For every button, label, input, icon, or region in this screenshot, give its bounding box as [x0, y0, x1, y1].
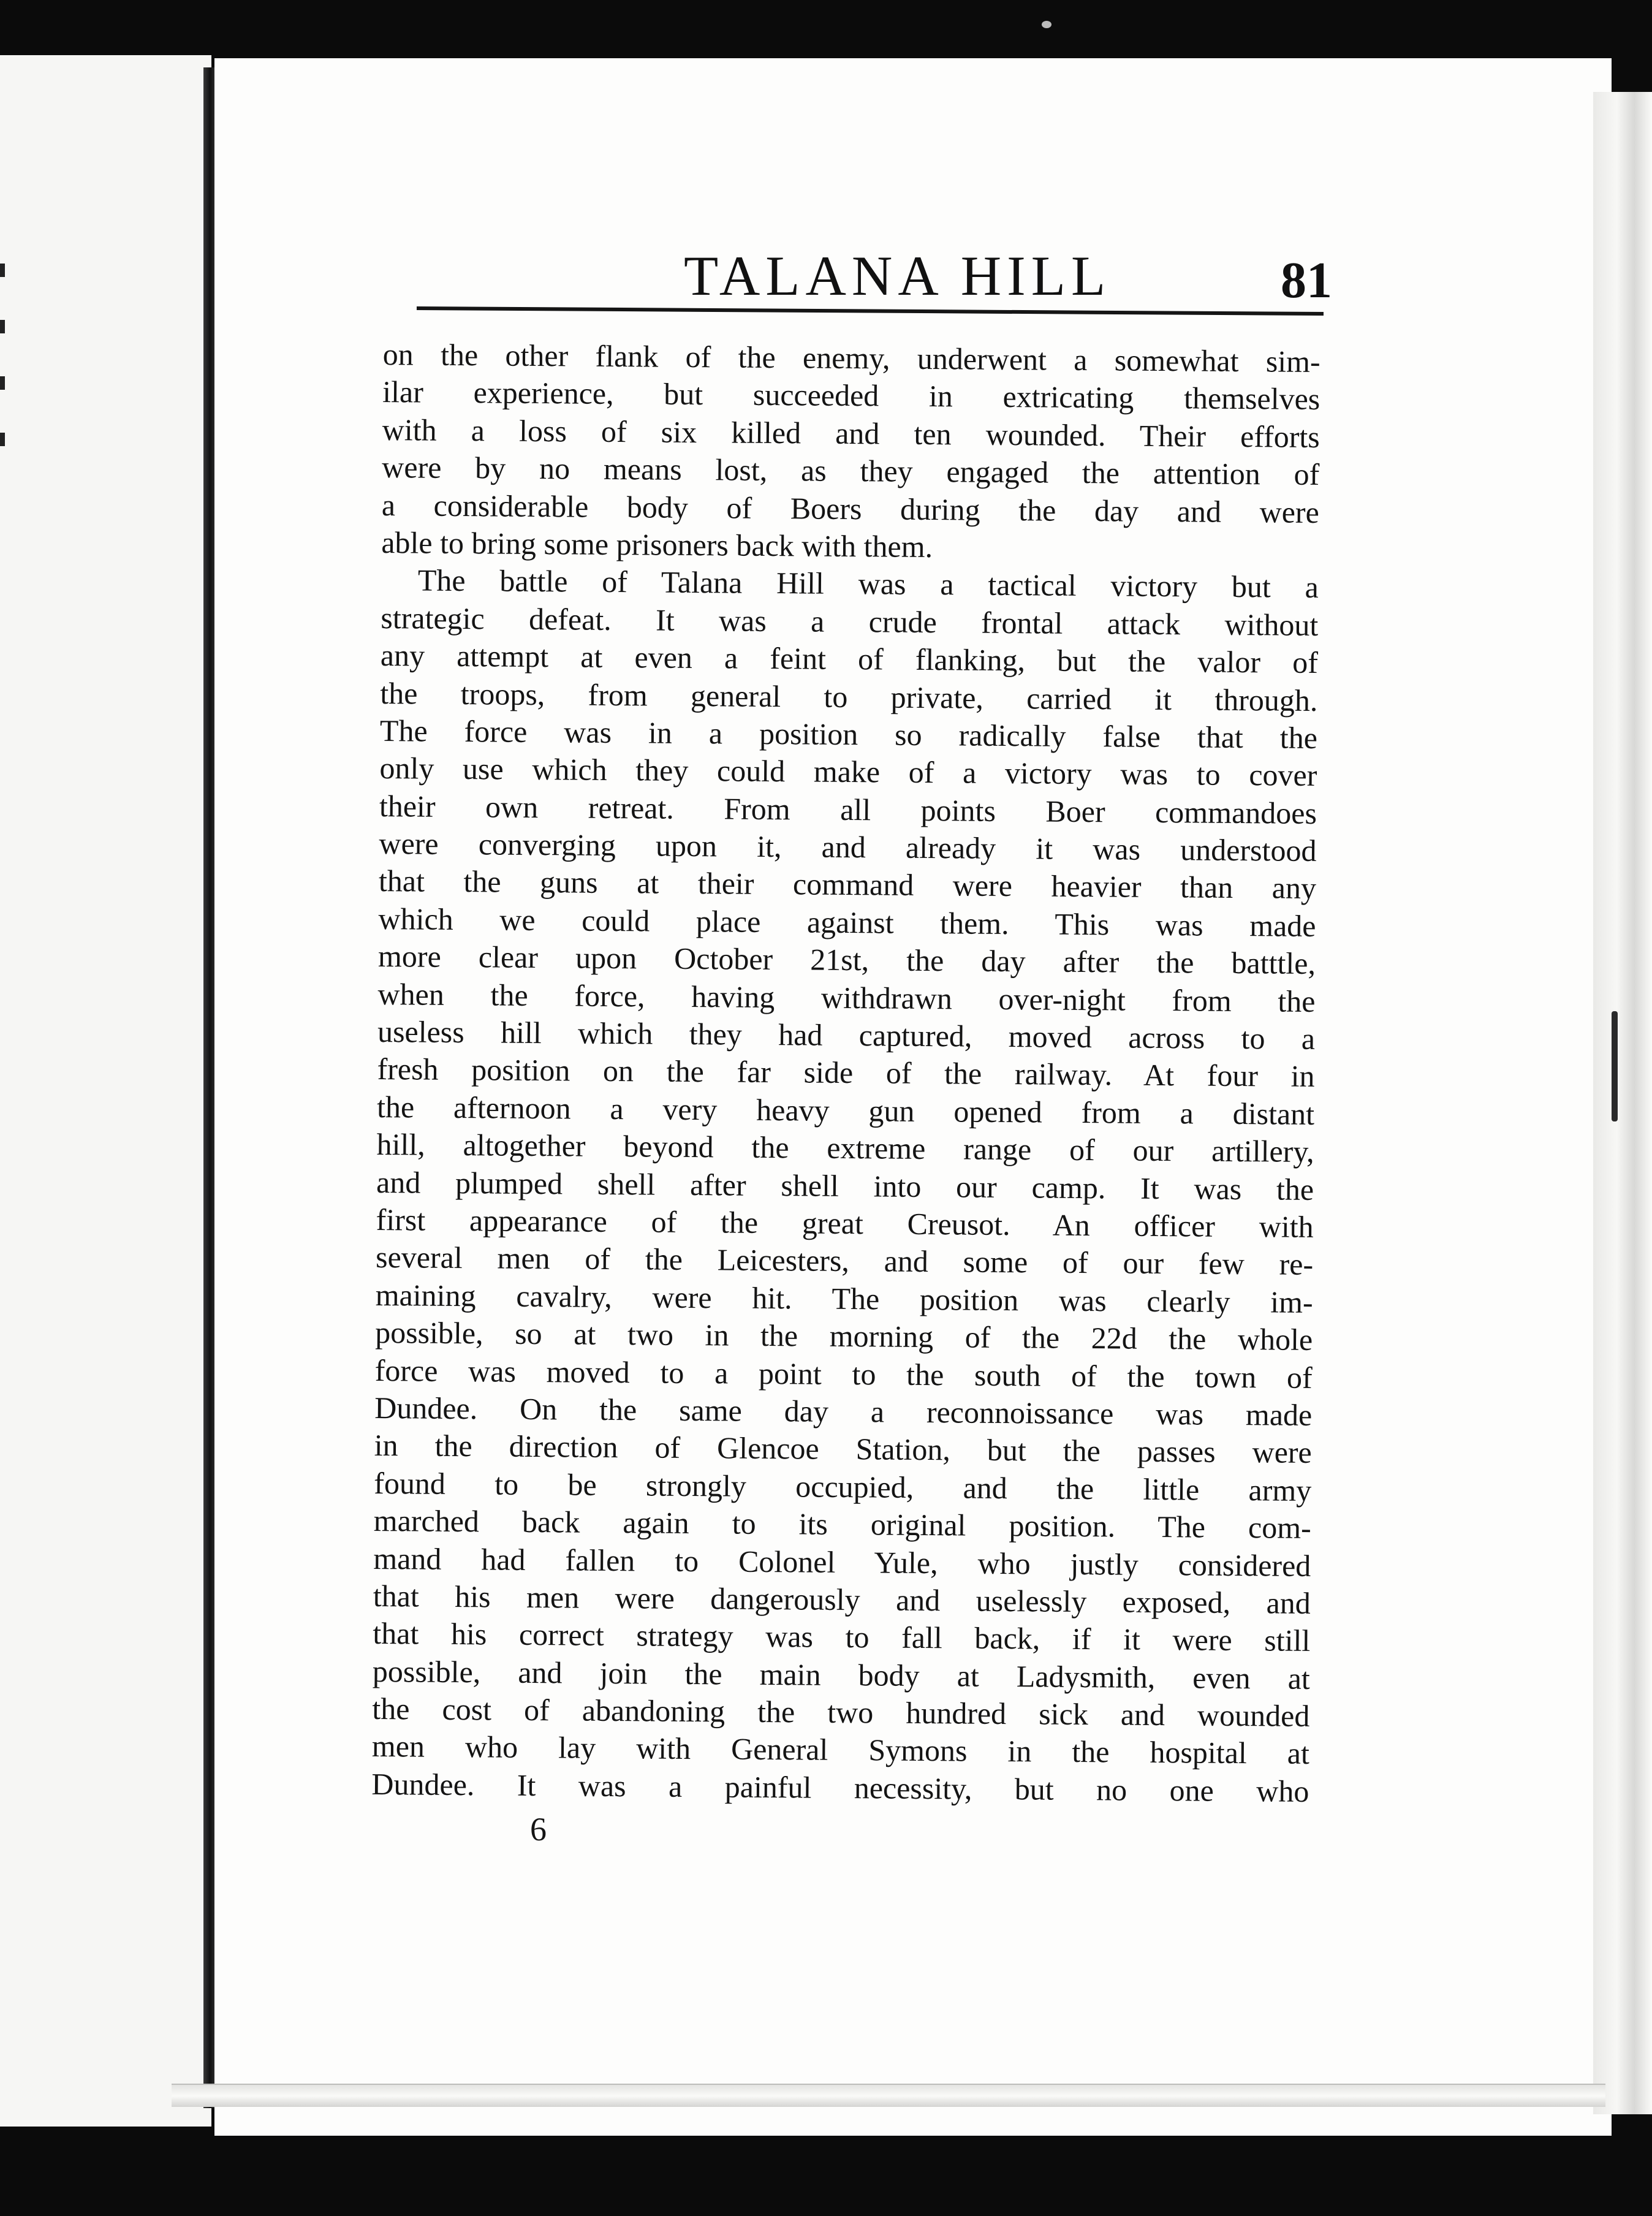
text-line: ilar experience, but succeeded in extricating themselves: [382, 374, 1320, 417]
text-line: able to bring some prisoners back with them.: [381, 525, 933, 564]
text-line: several men of the Leicesters, and some of our few re-: [375, 1240, 1314, 1282]
text-line: a considerable body of Boers during the day and were: [381, 487, 1320, 529]
text-fragment: [0, 320, 5, 333]
text-line: were by no means lost, as they engaged the attention of: [382, 450, 1320, 492]
text-fragment: [0, 433, 5, 446]
text-line: marched back again to its original position. The com-: [373, 1503, 1311, 1546]
page-bottom-edge: [172, 2084, 1605, 2107]
text-line: any attempt at even a feint of flanking, but the valor of: [380, 638, 1319, 680]
text-line: that his men were dangerously and uselessly exposed, and: [373, 1578, 1311, 1620]
text-line: Dundee. On the same day a reconnoissance was made: [374, 1390, 1313, 1432]
running-title: TALANA HILL: [684, 245, 1112, 307]
text-line: their own retreat. From all points Boer commandoes: [379, 788, 1317, 830]
text-line: The battle of Talana Hill was a tactical victory but a: [417, 563, 1319, 605]
text-line: in the direction of Glencoe Station, but the passes were: [374, 1428, 1312, 1470]
text-line: maining cavalry, were hit. The position was clearly im-: [375, 1277, 1313, 1319]
facing-page-text-fragments: [0, 264, 9, 472]
text-line: possible, so at two in the morning of the 22d the whole: [375, 1315, 1313, 1357]
text-line: useless hill which they had captured, moved across to a: [377, 1014, 1316, 1057]
page-number: 81: [1281, 252, 1332, 309]
running-header: [417, 242, 1332, 309]
text-line: were converging upon it, and already it was understood: [379, 826, 1317, 868]
text-line: mand had fallen to Colonel Yule, who justly considered: [373, 1541, 1311, 1583]
text-line: the afternoon a very heavy gun opened from a distant: [376, 1089, 1315, 1131]
signature-mark: 6: [530, 1811, 547, 1848]
text-line: force was moved to a point to the south of the town of: [374, 1353, 1313, 1395]
text-line: The force was in a position so radically false that the: [379, 713, 1318, 755]
text-line: only use which they could make of a victory was to cover: [379, 751, 1317, 793]
text-line: Dundee. It was a painful necessity, but no one who: [371, 1766, 1309, 1808]
text-line: found to be strongly occupied, and the little army: [374, 1465, 1312, 1508]
scan-speck: [1042, 21, 1051, 28]
text-line: men who lay with General Symons in the hospital at: [371, 1729, 1310, 1771]
text-line: hill, altogether beyond the extreme range of our artillery,: [376, 1127, 1314, 1169]
text-fragment: [0, 264, 5, 277]
text-line: fresh position on the far side of the railway. At four in: [377, 1052, 1315, 1094]
text-line: the troops, from general to private, carried it through.: [380, 675, 1318, 718]
text-line: the cost of abandoning the two hundred sick and wounded: [372, 1691, 1310, 1734]
text-line: on the other flank of the enemy, underwent a somewhat sim-: [382, 336, 1320, 379]
book-gutter: [203, 67, 214, 2108]
text-line: and plumped shell after shell into our camp. It was the: [376, 1164, 1314, 1207]
text-line: possible, and join the main body at Ladysmith, even at: [372, 1653, 1311, 1696]
text-line: with a loss of six killed and ten wounded. Their efforts: [382, 412, 1320, 454]
edge-shadow: [1612, 1011, 1618, 1121]
text-line: first appearance of the great Creusot. An officer with: [376, 1202, 1314, 1244]
body-text: [371, 336, 1320, 1810]
facing-page: [0, 55, 211, 2127]
text-line: more clear upon October 21st, the day after the batttle,: [377, 939, 1316, 981]
text-line: when the force, having withdrawn over-night from the: [377, 976, 1316, 1019]
text-fragment: [0, 376, 5, 390]
page-fore-edge: [1593, 92, 1652, 2114]
text-line: strategic defeat. It was a crude frontal attack without: [381, 600, 1319, 642]
text-line: which we could place against them. This was made: [378, 901, 1316, 943]
text-line: that the guns at their command were heavier than any: [378, 863, 1317, 906]
text-line: that his correct strategy was to fall back, if it were still: [373, 1616, 1311, 1658]
